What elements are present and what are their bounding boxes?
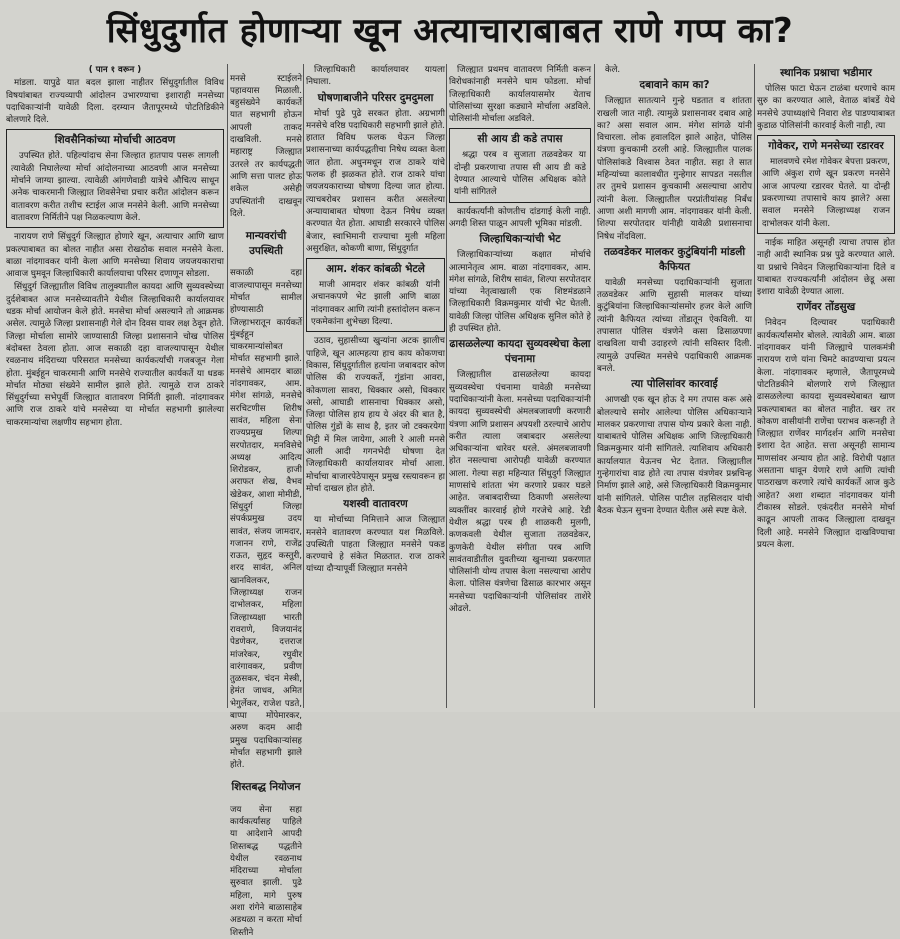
paragraph: या मोर्चाच्या निमित्ताने आज जिल्ह्यात मनसेने वातावरण करण्यात यश मिळविले. उपस्थिती पाहता जिल्ह्यात मनसेने पकड करण्याचे हे संकेत मिळतात. राज ठाकरे यांच्या दौऱ्यापूर्वी जिल्ह्यात मनसेने <box>306 515 445 575</box>
paragraph: नारायण राणे सिंधुदुर्ग जिल्ह्यात होणारे खून, अत्याचार आणि खाण प्रकल्पाबाबत का बोलत नाहीत असा रोखठोक सवाल मनसेने केला. बाळा नांदगावकर यांनी केला आणि मनसेच्या शिवाय जयजयकाराचा आवाज घुमवून जिल्हाधिकारी कार्यालयाचा परिसर दणाणून सोडला. <box>6 232 224 280</box>
continued-note: ( पान १ वरून ) <box>88 65 142 75</box>
paragraph: उठाव, सुहासीच्या खुन्यांना अटक झालीच पाहिजे, खून आत्महत्या हाच काय कोकणचा विकास, सिंधुदुर्गातील हत्यांना जबाबदार कोण पोलिस की राज्यकर्ते, गुंडांना आवरा, कोकणला सावरा, धिक्कार असो, धिक्कार असो, आघाडी शासनाचा धिक्कार असो, जिल्हा पोलिस हाय हाय ये अंदर की बात है, पोलिस गुंडों के साथ है, इतर जो टक्करयेगा मिट्टी में मिल जायेगा, आली रे आली मनसे आली आदी गगनभेदी घोषणा देत जिल्हाधिकारी कार्यालयावर मोर्चा आला. मोर्चाचा बाजारपेठेपासून प्रमुख रस्त्यावरून हा मोर्चा दाखल होत होते. <box>306 336 445 494</box>
paragraph: कार्यकर्त्यांनी कोणतीच दांडगाई केली नाही. अगदी शिस्त पाळून आपली भूमिका मांडली. <box>449 206 591 229</box>
box-title: सी आय डी कडे तपास <box>477 133 563 146</box>
subheading: जिल्हाधिकाऱ्यांची भेट <box>479 233 561 246</box>
paragraph: नाईक माहित असूनही त्याचा तपास होत नाही आदी स्थानिक प्रश्न पुढे करण्यात आले. या प्रश्नाचे निवेदन जिल्हाधिकाऱ्यांना दिले व याबाबत राज्यकर्त्यांनी आंदोलन छेडू असा इशारा यावेळी देण्यात आला. <box>757 237 895 298</box>
column-rule <box>446 64 447 708</box>
paragraph: मोर्चा पुढे पुढे सरकत होता. अग्रभागी मनसेचे वरिष्ठ पदाधिकारी सहभागी झाले होते. हातात विविध फलक घेऊन जिल्हा प्रशासनाच्या कार्यपद्धतीचा निषेध व्यक्त केला जात होता. अधुनमधून राज ठाकरे यांचे फलक ही झळकत होते. राज ठाकरे यांचा जयजयकाराच्या घोषणा दिल्या जात होत्या. त्याचबरोबर प्रशासन करीत असलेल्या अन्यायाबाबत घोषणा देऊन निषेध व्यक्त करण्यात येत होता. आघाडी सरकारने पोलिस बेजार, स्वाभिमानी राज्याचा मुली महिला असुरक्षित, कोकणी बाणा, सिंधुदुर्गात <box>306 108 445 254</box>
subheading: स्थानिक प्रश्नाचा भडीमार <box>780 67 872 79</box>
headline: सिंधुदुर्गात होणाऱ्या खून अत्याचाराबाबत राणे गप्प का? <box>106 11 794 51</box>
paragraph: निवेदन दिल्यावर पदाधिकारी कार्यकर्त्यांसमोर बोलले. त्यावेळी आम. बाळा नांदगावकर यांनी जिल्ह्याचे पालकमंत्री नारायण राणे यांना चिमटे काढण्याचा प्रयत्न केला. नांदगावकर म्हणाले, जैतापूरमध्ये पोटतिडकीने बोलणारे राणे जिल्ह्यात ढासळलेल्या कायदा सुव्यवस्थेबाबत खाण प्रकल्पाबाबत का बोलत नाहीत. खर तर कोकण वासीयांनी राणेंचा पराभव करूनही ते जिल्ह्यात राणेंवर मार्गदर्शन आणि मनसेचा इशारा देत आहेत. सत्ता असूनही सामान्य माणसांवर अन्याय होत आहे. विरोधी पक्षात असताना धावून येणारे राणे आणि त्यांची पाठराखण करणारे त्यांचे कार्यकर्ते आज कुठे आहेत? अशा शब्दात नांदगावकर यांनी टीकास्त्र सोडले. एकंदरीत मनसेने मोर्चा काढून आपली ताकद जिल्ह्याला दाखवून दिली आहे. मनसेने जिल्ह्यात दाखविण्याचा प्रयत्न केला. <box>757 318 895 550</box>
subheading: दबावाने काम का? <box>639 79 710 92</box>
column-6 <box>757 64 895 710</box>
box-text: श्रद्धा परब व सुजाता तळवडेकर या दोन्ही प्रकरणाचा तपास सी आय डी कडे देण्यात आल्याचे पोलिस अधिक्षक कोते यांनी सांगितले <box>454 150 586 198</box>
column-2 <box>230 64 302 938</box>
subheading: मान्यवरांची उपस्थिती <box>245 229 287 257</box>
paragraph: जय सेना सहा कार्यकर्त्यांसह पाहिले या आदेशाने आपदी शिस्तबद्ध पद्धतीने येथील रवळनाथ मंदिराच्या मोर्चाला सुरुवात झाली. पुढे महिला, मागे पुरुष अशा रांगेने बाळासाहेब अडथळा न करता मोर्चा शिस्तीने <box>230 804 302 938</box>
column-rule <box>227 64 228 708</box>
box-title: आम. शंकर कांबळी भेटले <box>326 263 425 276</box>
paragraph: सिंधुदुर्ग जिल्ह्यातील विविध तालुक्यातील कायदा आणि सुव्यवस्थेच्या दुर्दशेबाबत आज मनसेच्यावतीने येथील जिल्हाधिकारी कार्यालयावर धडक मोर्चा आयोजन केले होते. मनसेचा मोर्चा असल्याने तो आक्रमक असेल. त्यामुळे जिल्हा प्रशासनाही गेले दोन दिवस यावर लक्ष ठेवून होते. जिल्हा मोर्चाला सामोरे जाण्यासाठी जिल्हा प्रशासनाने चोख पोलिस बंदोबस्त ठेवला होता. आज सकाळी दहा वाजल्यापासून येथील रवळनाथ मंदिराच्या परिसरात मनसेच्या कार्यकर्त्यांची गजबजून गेला होता. मुंबईहून चाकरमानी आणि मनसेचे राज्यातील कार्यकर्ते या धडक मोर्चात मोठ्या संख्येने सामील झाले होते. त्यामुळे राज ठाकरे सिंधुदुर्गच्या सभेपूर्वी जिल्ह्यात वातावरण निर्मिती झाली. नांदगावकर आणि राज ठाकरे यांचे मनसेच्या या मोर्चात सहभागी झालेल्या चाकरमान्यांचा लक्षणीय सहभाग होता. <box>6 282 224 428</box>
box-text: उपस्थित होते. पहिल्यांदाच सेना जिल्हात हातपाय पसरू लागली त्यावेळी निघालेल्या मोर्चा आंदोलनाच्या आठवणी आज मनसेच्या मोर्चाने जाग्या झाल्या. त्यावेळी आंगणेवाडी यात्रेचे औचित्य साधून अनेक चाकरमानी जिल्ह्यात शिवसेनेचा प्रचार करीत आंदोलन करून वातावरण करीत तशीच स्टाईल आज मनसेने केली. आणि मनसेच्या वातावरण निर्मितीने पक्ष निळकल्याण केले. <box>11 151 219 223</box>
paragraph: मांडला. यापुढे यात बदल झाला नाहीतर सिंधुदुर्गातील विविध विषयांबाबत राज्यव्यापी आंदोलन उभारण्याचा इशाराही मनसेच्या पदाधिकाऱ्यांनी यावेळी दिला. दरम्यान जैतापूरमध्ये पोटतिडिकीने बोलणारे दिले. <box>6 78 224 126</box>
column-rule <box>594 64 595 708</box>
sidebar-box <box>6 129 224 228</box>
paragraph: सकाळी दहा वाजल्यापासून मनसेच्या मोर्चात सामील होण्यासाठी जिल्हाभरातून कार्यकर्ते मुंबईहून चाकरमान्यांसोबत मोर्चात सहभागी झाले. मनसेचे आमदार बाळा नांदगावकर, आम. मंगेश सांगळे, मनसेचे सरचिटणीस शिरीष सावंत, महिला सेना राज्यप्रमुख शिल्पा सरपोतदार, मनविसेचे अध्यक्ष आदित्य शिरोडकर, हाजी अराफत शेख, वैभव खेडेकर, आशा मोमीडी, सिंधुदुर्ग जिल्हा संपर्कप्रमुख उदय सावंत, संजय जामदार, गजानन राणे, राजेंद्र राऊत, सुहृद कस्तुरी, शरद सावंत, अनिल खानविलकर, जिल्हाध्यक्ष राजन दाभोलकर, महिला जिल्हाध्यक्षा भारती रावराणे, विजयानंद पेडणेकर, दत्तराज मांजरेकर, रघुवीर वारंगावकर, प्रवीण तुळसकर, चंदन मेस्त्री, हेमंत जाधव, अमित भेगुर्लेकर, राजेश पडते, बाप्पा मोंपेमारकर, अरुण कदम आदी प्रमुख पदाधिकाऱ्यांसह मोर्चात सहभागी झाले होते. <box>230 268 302 771</box>
column-5 <box>597 64 752 710</box>
box-text: माजी आमदार शंकर कांबळी यांनी अचानकपणे भेट झाली आणि बाळा नांदगावकर आणि त्यांनी हस्तांदोलन करून एकमेकांना शुभेच्छा दिल्या. <box>311 280 440 328</box>
subheading: तळवडेकर मालकर कुटुंबियांनी मांडली कैफियत <box>603 245 746 273</box>
paragraph: जिल्ह्यात सातत्याने गुन्हे घडतात व शांतता राखली जात नाही. त्यामुळे प्रशासनावर दबाव आहे का? असा सवाल आम. मंगेश सांगळे यांनी विचारला. लोक हवालदिल झाले आहेत, पोलिस यंत्रणा कुचकामी ठरली आहे. जिल्ह्यातील पालक पोलिसांकडे विश्वास ठेवत नाहीत. सहा ते सात महिन्यांच्या कालावधीत गुन्हेगार सापडत नसतील तर तुमचे प्रशासन कुचकामी असल्याचा आरोप त्यांनी केला. जिल्ह्यातील परप्रांतीयांसह निर्बंध आणा अशी मागणी आम. नांदगावकर यांनी केली. शिल्पा सरपोतदार यांनीही यावेळी प्रशासनाचा निषेध नोंदविला. <box>597 96 752 242</box>
subheading: ढासळलेल्या कायदा सुव्यवस्थेचा केला पंचनामा <box>449 338 591 366</box>
column-rule <box>303 64 304 708</box>
sidebar-box <box>757 135 895 234</box>
paragraph: जिल्हाधिकारी कार्यालयावर यायला निघाला. <box>306 65 445 88</box>
column-1 <box>6 64 224 710</box>
box-text: मालवणचे रमेश गोवेकर बेपत्ता प्रकरण, आणि अंकुश राणे खून प्रकरण मनसेने आज आपल्या रडारवर घेतले. या दोन्ही प्रकरणाच्या तपासाचे काय झाले? असा सवाल मनसेने जिल्हाध्यक्ष राजन दाभोलकर यांनी केला. <box>762 157 890 229</box>
subheading: राणेंवर तोंडसुख <box>796 301 856 314</box>
paragraph: पोलिस फाटा घेऊन टाळंबा धरणाचे काम सुरु का करण्यात आले, वेताळ बांबर्डे येथे मनसेचे उपाध्यक्षांचे निवारा शेड पाडण्याबाबत कुडाळ पोलिसांनी कारवाई केली नाही, त्या <box>757 84 895 131</box>
column-4 <box>449 64 591 710</box>
sidebar-box <box>306 258 445 332</box>
paragraph: जिल्ह्यातील ढासळलेल्या कायदा सुव्यवस्थेचा पंचनामा यावेळी मनसेच्या पदाधिकाऱ्यांनी केला. मनसेच्या पदाधिकाऱ्यांनी कायदा सुव्यवस्थेची अंमलबजावणी करणारी यंत्रणा आणि प्रशासन अपयशी ठरल्याचे आरोप करीत त्याला जबाबदार असलेल्या अधिकाऱ्यांना धारेवर धरले. अंमलबजावणी होत नसल्याचा आरोपही यावेळी करण्यात आला. गेल्या सहा महिन्यात सिंधुदुर्ग जिल्ह्यात माणसांचे शांतता भंग करणारे प्रकार घडले आहेत. जबाबदारीच्या ठिकाणी असलेल्या व्यक्तींवर कारवाई होणे गरजेचे आहे. रेडी येथील श्रद्धा परब ही शाळकरी मुलगी, कणकवली येथील सुजाता तळवडेकर, कुणकेरी येथील संगीता परब आणि सावंतवाडीतील युवतीच्या खुनाच्या प्रकरणात पोलिसांनी योग्य तपास केला नसल्याचा आरोप केला. पोलिस यंत्रणेचा ढिसाळ कारभार असून मनसेच्या पदाधिकाऱ्यांनी पोलिसांवर ताशेरे ओढले. <box>449 370 591 614</box>
paragraph: जिल्ह्यात प्रथमच वातावरण निर्मिती करून विरोधकांनाही मनसेने घाम फोडला. मोर्चा जिल्हाधिकारी कार्यालयासमोर येताच पोलिसांच्या सुरक्षा कड्याने मोर्चाला अडविले. पोलिसांनी मोर्चाला अडविले. <box>449 65 591 125</box>
column-3 <box>306 64 445 710</box>
subheading: शिस्तबद्ध नियोजन <box>231 781 301 794</box>
box-title: गोवेकर, राणे मनसेच्या रडारवर <box>768 140 884 153</box>
paragraph: यावेळी मनसेच्या पदाधिकाऱ्यांनी सुजाता तळवडेकर आणि सुहासी मालकर यांच्या कुटुंबियांना जिल्हाधिकाऱ्यांसमोर हजर केले आणि त्यांनी कैफियत त्यांच्या तोंडातून ऐकविली. या तपासात पोलिस यंत्रणेने कसा ढिसाळपणा दाखविला याची उदाहरणे त्यांनी सविस्तर दिली. त्यामुळे उपस्थित मनसेचे पदाधिकारी आक्रमक बनले. <box>597 277 752 374</box>
paragraph: केले. <box>605 65 621 75</box>
subheading: घोषणाबाजीने परिसर दुमदुमला <box>317 91 434 104</box>
paragraph: मनसे स्टाईलने पहावयास मिळाली. बहुसंख्येने कार्यकर्ते यात सहभागी होऊन आपली ताकद दाखविली. मनसे महाराष्ट्र जिल्ह्यात उतरले तर कार्यपद्धती आणि सत्ता पालट होऊ शकेल असेही उपस्थितांनी दाखवून दिले. <box>230 73 302 219</box>
paragraph: आणखी एक खून होऊ दे मग तपास करू असे बोलल्याचे समोर आलेल्या पोलिस अधिकाऱ्याने मालकर प्रकरणाचा तपास योग्य प्रकारे केला नाही. याबाबतचे पोलिस अधिक्षक आणि जिल्हाधिकारी विक्रमकुमार यांनी सांगितले. त्याशिवाय अधिकारी कार्यालयात येऊनच भेट देतात. जिल्ह्यातील गुन्हेगारांचा वाढ होते त्या तपास यंत्रणेवर प्रश्नचिन्ह निर्माण झाले आहे, असे जिल्हाधिकारी विक्रमकुमार यांनी सांगितले. पोलिस पाटील तहसिलदार यांची बैठक घेऊन सुचना देण्यात येतील असे स्पष्ट केले. <box>597 395 752 516</box>
paragraph: जिल्हाधिकाऱ्यांच्या कक्षात मोर्चाचे आत्मानेतृत्व आम. बाळा नांदगावकर, आम. मंगेश सांगळे, शिरीष सावंत, शिल्पा सरपोतदार यांच्या नेतृत्वाखाली एक शिष्टमंडळाने जिल्हाधिकारी विक्रमकुमार यांची भेट घेतली. यावेळी जिल्हा पोलिस अधिक्षक सुनिल कोते हे ही उपस्थित होते. <box>449 250 591 335</box>
box-title: शिवसैनिकांच्या मोर्चाची आठवण <box>54 134 176 147</box>
column-rule <box>754 64 755 708</box>
subheading: यशस्वी वातावरण <box>343 498 408 511</box>
subheading: त्या पोलिसांवर कारवाई <box>631 378 718 391</box>
sidebar-box <box>449 128 591 202</box>
